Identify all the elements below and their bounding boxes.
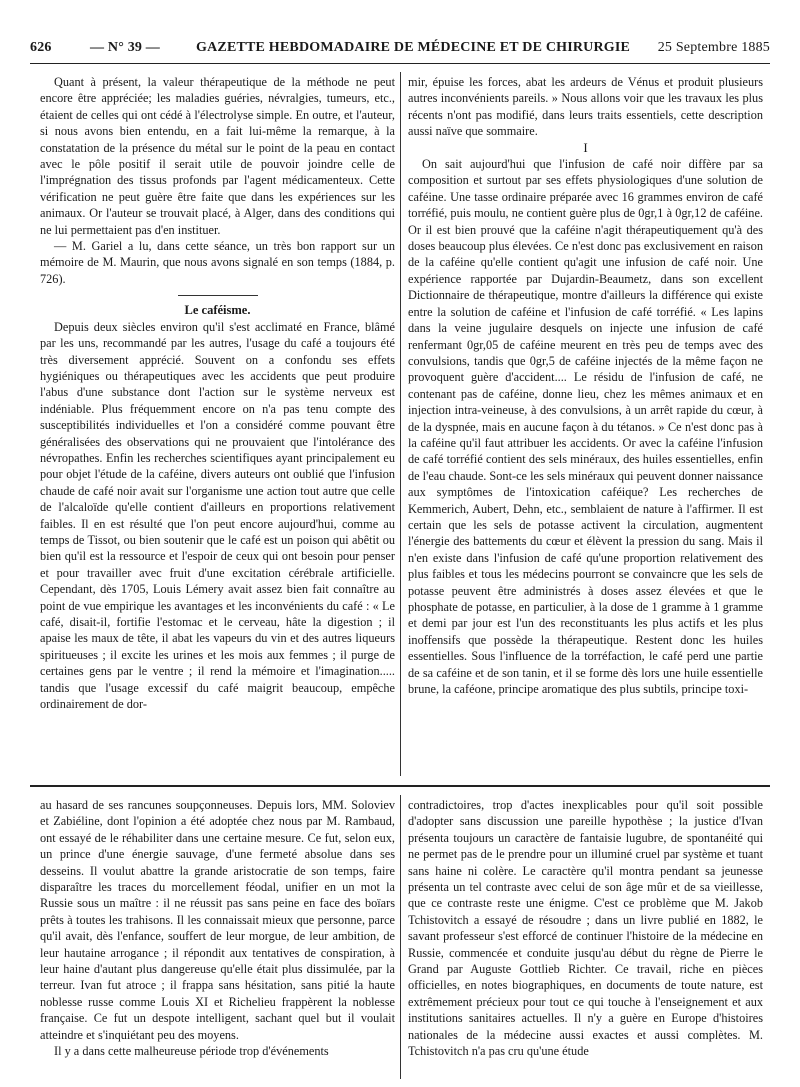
issue-number: — N° 39 —	[90, 40, 161, 55]
journal-title: GAZETTE HEBDOMADAIRE DE MÉDECINE ET DE CHIRURGIE	[196, 40, 631, 55]
short-rule	[178, 295, 258, 296]
running-header	[30, 40, 770, 60]
section-separator-rule	[30, 785, 770, 787]
page-number: 626	[30, 40, 52, 55]
column-divider-bottom	[400, 795, 401, 1079]
section-number: I	[583, 139, 588, 155]
section-title: Le caféisme.	[184, 303, 251, 318]
column-bottom-right	[408, 797, 763, 1060]
paragraph: Quant à présent, la valeur thérapeutique de la méthode ne peut encore être appréciée; les maladies guéries, névralgies, tumeurs, etc., étaient de celles qui ont cédé à l'électrolyse simple. En outre, et l'auteur, si nous avons bien entendu, en a fait lui-même la remarque, à la constatation de la présence du métal sur le point de la peau en contact avec le pôle positif il serait utile de pouvoir joindre celle de l'imprégnation des tissus profonds par l'agent médicamenteux. Cette vérification ne peut guère être faite que dans les expériences sur les animaux. Or l'auteur se trouvait placé, à Alger, dans des conditions qui ne lui permettaient pas d'en instituer.	[40, 75, 395, 237]
paragraph: contradictoires, trop d'actes inexplicables pour qu'il soit possible d'adopter sans discussion une pareille hypothèse ; la justice d'Ivan présenta toujours un caractère de fantaisie lugubre, de spontanéité qui ne permet pas de le prendre pour un illuminé cruel par système et tuant sans haine ni colère. Le caractère qu'il montra pendant sa jeunesse présenta un tel contraste avec celui de son âge mûr et de sa vieillesse, que ce contraste reste une énigme. C'est ce problème que M. Jakob Tchistovitch a essayé de résoudre ; dans un livre publié en 1882, le savant professeur s'est efforcé de continuer l'histoire de la médecine en Russie, commencée et conduite jusqu'au début du règne de Pierre le Grand par Auguste Gottlieb Richter. Ce travail, riche en pièces officielles, en notes biographiques, en documents de toute nature, est extrêmement précieux pour tout ce qui touche à l'enseignement et aux institutions sanitaires actuelles. Il n'y a guère en Europe d'histoires nationales de la médecine aussi exactes et aussi complètes. M. Tchistovitch n'a pas cru qu'une étude	[408, 798, 763, 1059]
column-top-right	[408, 74, 763, 697]
paragraph: Il y a dans cette malheureuse période trop d'événements	[54, 1044, 329, 1059]
issue-date: 25 Septembre 1885	[657, 40, 770, 55]
paragraph: On sait aujourd'hui que l'infusion de café noir diffère par sa composition et surtout par ses effets physiologiques d'une solution de caféine. Une tasse ordinaire préparée avec 16 grammes environ de café torréfié, puis moulu, ne contient guère plus de 0gr,1 à 0gr,12 de caféine. Or il est bien prouvé que la caféine n'agit thérapeutiquement qu'à des doses beaucoup plus élevées. Ce n'est donc pas exclusivement en raison de la caféine qu'elle contient qu'agit une infusion de café noir. Une expérience rapportée par Dujardin-Beaumetz, dans son excellent Dictionnaire de thérapeutique, montre d'ailleurs la différence qui existe entre la solution de caféine et l'infusion de café torréfié. « Les lapins dans la veine jugulaire desquels on injecte une infusion de café renfermant 0gr,05 de caféine meurent en très peu de temps avec des convulsions, tandis que 0gr,5 de caféine injectés de la même façon ne provoquent guère d'accident.... Le résidu de l'infusion de café, ne contenant pas de caféine, donne lieu, chez les mêmes animaux et en injection intra-veineuse, à des convulsions, à un arrêt rapide du cœur, à de la dyspnée, mais en aucune façon à du tétanos. » Ce n'est donc pas à la caféine qu'il faut attribuer les accidents. Or avec la caféine l'infusion de café torréfié contient des sels minéraux, des huiles essentielles, enfin de l'eau chaude. Sont-ce les sels minéraux qui peuvent donner naissance aux symptômes de l'intoxication caféique? Les recherches de Kemmerich, Aubert, Dehn, etc., semblaient de nature à l'affirmer. Il est certain que les sels de potasse activent la circulation, augmentent l'énergie des battements du cœur et élèvent la pression du sang. Mais il n'en existe dans l'infusion de café qu'une proportion relativement des plus faibles et tous les médecins pourront se convaincre que les sels de potasse peuvent être administrés à doses assez élevées et que le phosphate de potasse, en particulier, à la dose de 1 gramme à 1 gramme et demi par jour est l'un des reconstituants les plus actifs et les plus inoffensifs que possède la thérapeutique. Restent donc les huiles essentielles. Sous l'influence de la torréfaction, le café perd une partie de sa caféine et de son tanin, et il se forme dès lors une huile essentielle brune, la caféone, principe aromatique des plus subtils, principe toxi-	[408, 157, 763, 697]
paragraph: au hasard de ses rancunes soupçonneuses. Depuis lors, MM. Soloviev et Zabiéline, dont l'opinion a été adoptée chez nous par M. Rambaud, ont essayé de le réhabiliter dans une certaine mesure. Ce fut, selon eux, un prince d'une énergie sauvage, d'une fermeté absolue dans ses desseins. Il voulut abattre la grande aristocratie de son temps, faire disparaître les traces du morcellement féodal, unifier en un mot la Russie sous un maître : il ne réussit pas sans peine en face des boïars prêts à toutes les trahisons. Il les connaissait mieux que personne, parce qu'il avait, dès l'enfance, souffert de leur morgue, de leur ambition, de leur hautaine arrogance ; il répondit aux tentatives de conspiration, à leur haine d'autant plus dangereuse qu'elle était plus dissimulée, par la terreur. Ivan fut atroce ; il frappa sans hésitation, sans pitié la haute noblesse russe comme Louis XI et Richelieu frappèrent la noblesse française. Ce fut un despote intelligent, sachant quel but il voulait atteindre et s'inquiétant peu des moyens.	[40, 798, 395, 1042]
header-rule	[30, 63, 770, 64]
column-bottom-left	[40, 797, 395, 1060]
paragraph: mir, épuise les forces, abat les ardeurs de Vénus et produit plusieurs autres inconvénients pareils. » Nous allons voir que les travaux les plus récents n'ont pas modifié, dans leurs traits essentiels, cette description aussi naïve que sommaire.	[408, 75, 763, 139]
column-divider-top	[400, 72, 401, 776]
paragraph: — M. Gariel a lu, dans cette séance, un très bon rapport sur un mémoire de M. Maurin, que nous avons signalé en son temps (1884, p. 726).	[40, 239, 395, 286]
column-top-left	[40, 74, 395, 712]
paragraph: Depuis deux siècles environ qu'il s'est acclimaté en France, blâmé par les uns, recommandé par les autres, l'usage du café a toujours été très diversement apprécié. Souvent on a confondu ses effets hygiéniques ou thérapeutiques avec les accidents que peut produire l'abus d'une substance dont l'action sur le système nerveux est indéniable. Plus fréquemment encore on n'a pas tenu compte des susceptibilités individuelles et l'on a considéré comme pouvant être généralisées des observations qui ne prouvaient que l'intolérance des névropathes. Enfin les recherches scientifiques ayant principalement eu pour objet l'étude de la caféine, divers auteurs ont oublié que l'infusion chaude de café noir avait sur l'organisme une action tout autre que celle de l'alcaloïde qu'elle contient d'ailleurs en proportions relativement faibles. Il en est résulté que l'on peut encore aujourd'hui, comme au temps de Tissot, ou bien soutenir que le café est un poison qui abêtit ou bien qu'il est la ressource et l'espoir de ceux qui ont besoin pour penser et pour travailler avec fruit d'une excitation cérébrale artificielle. Cependant, dès 1705, Louis Lémery avait assez bien fait connaître au point de vue empirique les avantages et les inconvénients du café : « Le café, disait-il, fortifie l'estomac et le cerveau, hâte la digestion ; il apaise les maux de tête, il abat les vapeurs du vin et des autres liqueurs spiritueuses ; il excite les urines et les mois aux femmes ; il purge de certaines gens par le ventre ; il rend la mémoire et l'imagination..... tandis que l'usage excessif du café maigrit beaucoup, empêche ordinairement de dor-	[40, 319, 395, 712]
